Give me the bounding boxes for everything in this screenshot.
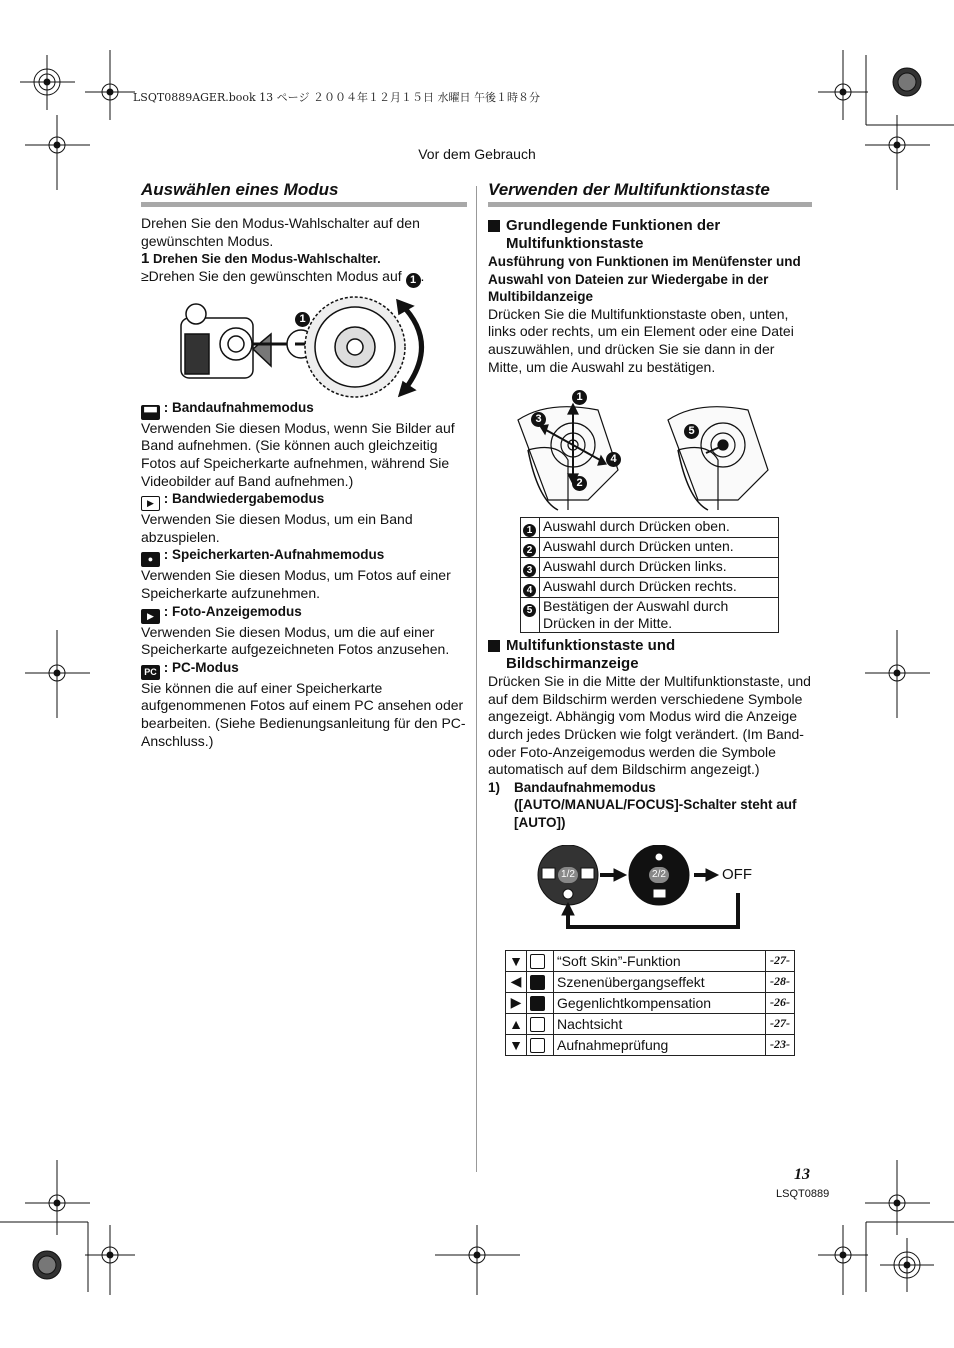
left-column — [141, 180, 467, 750]
mode-description: Verwenden Sie diesen Modus, um die auf einer Speicherkarte aufgezeichneten Fotos anzusehen. — [141, 623, 450, 658]
table-cell: Bestätigen der Auswahl durch Drücken in der Mitte. — [540, 598, 779, 633]
ref-number-1: 1 — [406, 273, 421, 288]
page-ref: -26- — [766, 992, 795, 1013]
mode-description: Verwenden Sie diesen Modus, um Fotos auf einer Speicherkarte aufzunehmen. — [141, 567, 451, 601]
display-cycle-illustration — [488, 845, 812, 935]
function-label: Szenenübergangseffekt — [554, 971, 766, 992]
row-number: 4 — [523, 584, 536, 597]
subsection-heading — [488, 217, 812, 253]
mode-item: ▀▀ : Bandaufnahmemodus Verwenden Sie diesen Modus, wenn Sie Bilder auf Band aufnehmen. (Sie können auch gleichzeitig Fotos auf Speicherkarte aufnehmen, während Sie Videobilder auf Band aufnehmen.) — [141, 399, 467, 490]
title-rule — [141, 202, 467, 207]
function-label: Aufnahmeprüfung — [554, 1034, 766, 1055]
mode-label: Speicherkarten-Aufnahmemodus — [172, 547, 385, 563]
table-cell: Auswahl durch Drücken links. — [540, 558, 779, 578]
mode-item: ▶ : Foto-Anzeigemodus Verwenden Sie diesen Modus, um die auf einer Speicherkarte aufgezeichneten Fotos anzusehen. — [141, 603, 467, 659]
photo-view-icon: ▶ — [141, 609, 160, 624]
page-ref: -28- — [766, 971, 795, 992]
table-row — [521, 558, 779, 578]
page-ref: -27- — [766, 950, 795, 971]
pc-icon: PC — [141, 665, 160, 680]
table-cell: Auswahl durch Drücken oben. — [540, 518, 779, 538]
mode-item: PC : PC-Modus Sie können die auf einer Speicherkarte aufgenommenen Fotos auf einem PC ansehen oder bearbeiten. (Siehe Bedienungsanleitung für den PC-Anschluss.) — [141, 659, 466, 749]
row-number: 3 — [523, 564, 536, 577]
subsection-heading — [488, 637, 812, 673]
direction-arrow: ◀ — [506, 971, 527, 992]
section-title: Auswählen eines Modus — [141, 180, 339, 199]
function-label: Nachtsicht — [554, 1013, 766, 1034]
table-row — [506, 1013, 795, 1034]
row-number: 1 — [523, 524, 536, 537]
table-row — [521, 538, 779, 558]
list-number: 1) — [488, 779, 501, 795]
title-rule — [488, 202, 812, 207]
direction-arrow: ▼ — [506, 1034, 527, 1055]
page-indicator-1: 1/2 — [558, 867, 578, 883]
mode-description: Verwenden Sie diesen Modus, um ein Band abzuspielen. — [141, 511, 413, 545]
direction-arrow: ▼ — [506, 950, 527, 971]
multibutton-figure — [488, 390, 812, 514]
direction-arrow: ▶ — [506, 992, 527, 1013]
step-text: Drehen Sie den Modus-Wahlschalter. — [152, 251, 381, 267]
right-column — [488, 180, 812, 1056]
bullet-label: ≥Drehen Sie den gewünschten Modus auf — [141, 267, 402, 284]
tape-play-icon: ▶ — [141, 496, 160, 511]
tape-record-icon: ▀▀ — [141, 405, 160, 420]
square-bullet-icon — [488, 220, 500, 232]
mode-label: Bandwiedergabemodus — [172, 491, 325, 507]
mode-dial-figure — [141, 294, 467, 398]
camera-icon: ● — [141, 552, 160, 567]
row-number: 2 — [523, 544, 536, 557]
table-row — [506, 950, 795, 971]
bold-paragraph: Ausführung von Funktionen im Menüfenster und Auswahl von Dateien zur Wiedergabe in der Multibildanzeige — [488, 254, 801, 305]
section-title: Verwenden der Multifunktionstaste — [488, 180, 770, 199]
list-item — [488, 779, 812, 832]
soft-skin-icon — [530, 954, 545, 969]
mode-description: Verwenden Sie diesen Modus, wenn Sie Bilder auf Band aufnehmen. (Sie können auch gleichzeitig Fotos auf Speicherkarte aufnehmen, während Sie Videobilder auf Band aufnehmen.) — [141, 419, 455, 489]
display-cycle-diagram — [488, 845, 812, 935]
figure-ref-1: 1 — [295, 312, 310, 327]
night-view-icon — [530, 1017, 545, 1032]
document-code: LSQT0889 — [776, 1188, 830, 1200]
mode-item: ● : Speicherkarten-Aufnahmemodus Verwenden Sie diesen Modus, um Fotos auf einer Speicherkarte aufzunehmen. — [141, 546, 467, 602]
paragraph: Drücken Sie die Multifunktionstaste oben, unten, links oder rechts, um ein Element oder eine Datei auszuwählen, und drücken Sie sie dann in der Mitte, um die Auswahl zu bestätigen. — [488, 305, 794, 375]
record-check-icon — [530, 1038, 545, 1053]
function-label: Gegenlichtkompensation — [554, 992, 766, 1013]
column-divider — [476, 186, 477, 1172]
figure-ref-2: 2 — [572, 476, 587, 491]
mode-description: Sie können die auf einer Speicherkarte aufgenommenen Fotos auf einem PC ansehen oder bearbeiten. (Siehe Bedienungsanleitung für den PC-Anschluss.) — [141, 679, 466, 749]
table-row — [521, 518, 779, 538]
button-function-table — [520, 517, 779, 633]
step-number: 1 — [141, 250, 150, 268]
page-number: 13 — [794, 1166, 810, 1183]
backlight-icon — [530, 996, 545, 1011]
page-ref: -23- — [766, 1034, 795, 1055]
function-label: “Soft Skin”-Funktion — [554, 950, 766, 971]
table-row — [521, 578, 779, 598]
table-cell: Auswahl durch Drücken rechts. — [540, 578, 779, 598]
table-row — [506, 971, 795, 992]
button-press-illustration — [488, 390, 812, 514]
figure-ref-4: 4 — [606, 452, 621, 467]
table-row — [506, 1034, 795, 1055]
subsection-title: Multifunktionstaste und Bildschirmanzeige — [506, 637, 676, 673]
subsection-title: Grundlegende Funktionen der Multifunktionstaste — [506, 217, 721, 252]
bullet-text — [141, 268, 467, 288]
paragraph: Drücken Sie in die Mitte der Multifunktionstaste, und auf dem Bildschirm werden verschiedene Symbole angezeigt. Abhängig vom Modus wird die Anzeige durch jedes Drücken wie folgt verändert. (Im Band- oder Foto-Anzeigemodus werden die Symbole automatisch auf dem Bildschirm angezeigt.) — [488, 673, 811, 778]
fade-icon — [530, 975, 545, 990]
intro-text: Drehen Sie den Modus-Wahlschalter auf den gewünschten Modus. — [141, 215, 420, 249]
page-ref: -27- — [766, 1013, 795, 1034]
print-header: LSQT0889AGER.book 13 ページ ２００４年１２月１５日 水曜日 午後１時８分 — [133, 91, 540, 104]
mode-label: Foto-Anzeigemodus — [172, 603, 302, 619]
table-cell: Auswahl durch Drücken unten. — [540, 538, 779, 558]
table-row — [521, 598, 779, 633]
icon-reference-table — [505, 950, 795, 1056]
bullet-end: . — [420, 267, 425, 284]
page-indicator-2: 2/2 — [649, 867, 669, 883]
direction-arrow: ▲ — [506, 1013, 527, 1034]
mode-list — [141, 399, 467, 750]
step-1 — [141, 250, 467, 268]
camera-dial-illustration — [141, 294, 467, 398]
mode-label: PC-Modus — [172, 659, 239, 675]
figure-ref-1: 1 — [572, 390, 587, 405]
off-label: OFF — [722, 865, 752, 883]
square-bullet-icon — [488, 640, 500, 652]
table-row — [506, 992, 795, 1013]
mode-label: Bandaufnahmemodus — [172, 399, 314, 415]
mode-item: ▶ : Bandwiedergabemodus Verwenden Sie diesen Modus, um ein Band abzuspielen. — [141, 490, 467, 546]
row-number: 5 — [523, 604, 536, 617]
running-head: Vor dem Gebrauch — [418, 146, 536, 162]
figure-ref-5: 5 — [684, 424, 699, 439]
list-text: Bandaufnahmemodus ([AUTO/MANUAL/FOCUS]-Schalter steht auf [AUTO]) — [514, 779, 797, 830]
figure-ref-3: 3 — [531, 412, 546, 427]
